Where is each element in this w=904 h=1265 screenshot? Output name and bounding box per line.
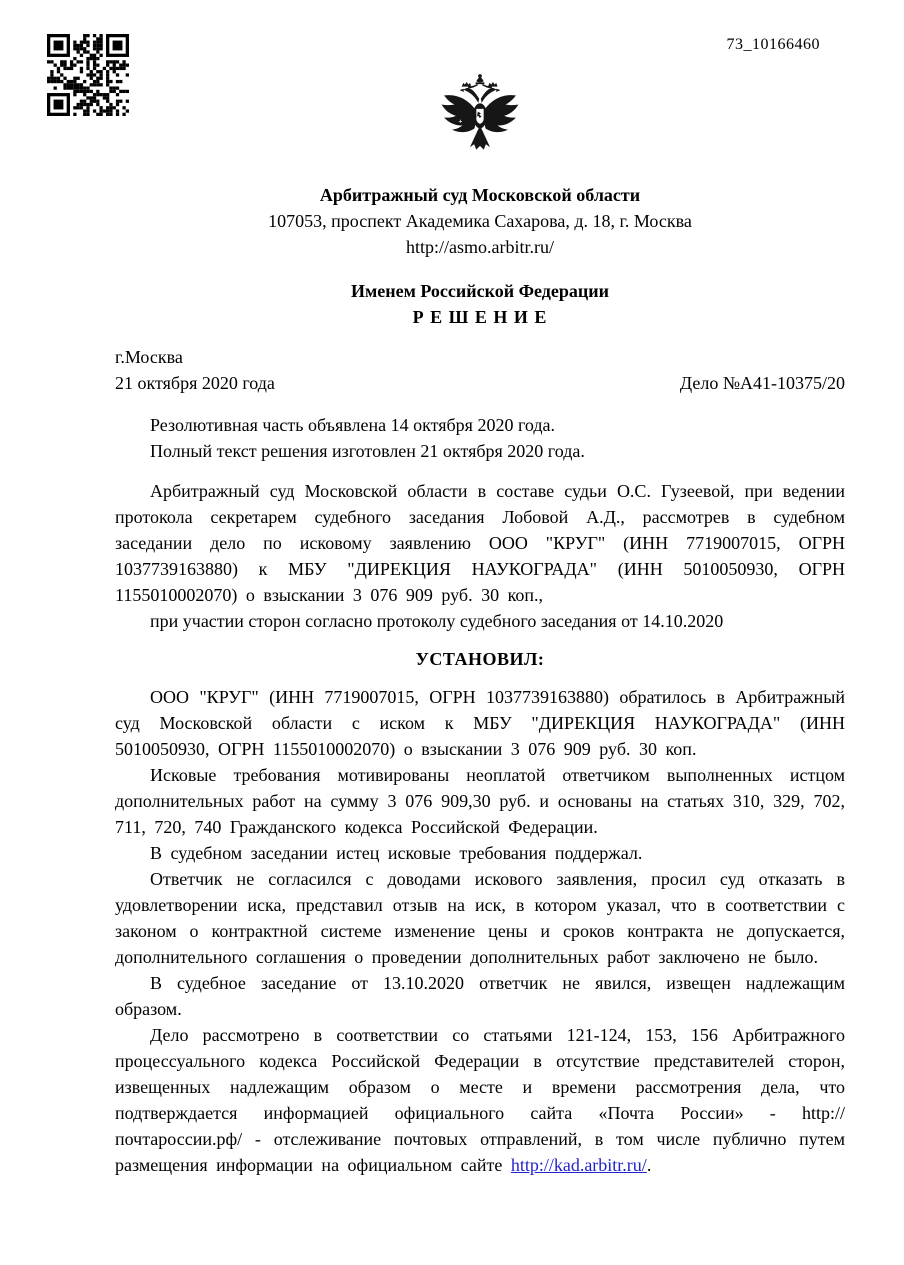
qr-code — [47, 34, 129, 116]
qr-code-image — [47, 34, 129, 116]
in-the-name-heading: Именем Российской Федерации — [350, 281, 610, 301]
body-paragraph-absence: В судебное заседание от 13.10.2020 ответчик не явился, извещен надлежащим образом. — [115, 973, 845, 1019]
decision-heading: Р Е Ш Е Н И Е — [412, 307, 548, 327]
case-info-block — [115, 344, 845, 396]
document-number: 73_10166460 — [726, 36, 820, 53]
city-line: г.Москва — [115, 347, 183, 367]
body-paragraph-procedure — [115, 1022, 845, 1178]
participation-line: при участии сторон согласно протоколу судебного заседания от 14.10.2020 — [150, 611, 724, 631]
procedure-text-end: . — [646, 1155, 652, 1175]
body-paragraph-grounds: Исковые требования мотивированы неоплатой ответчиком выполненных истцом дополнительных работ на сумму 3 076 909,30 руб. и основаны на статьях 310, 329, 702, 711, 720, 740 Гражданского кодекса Российской Федерации. — [115, 765, 845, 837]
intro-block — [115, 412, 845, 464]
established-body — [115, 684, 845, 1178]
resolutive-part-line: Резолютивная часть объявлена 14 октября 2020 года. — [150, 415, 556, 435]
decision-date: 21 октября 2020 года — [115, 373, 275, 393]
body-paragraph-claim: ООО "КРУГ" (ИНН 7719007015, ОГРН 1037739163880) обратилось в Арбитражный суд Московской области с иском к МБУ "ДИРЕКЦИЯ НАУКОГРАДА" (ИНН 5010050930, ОГРН 1155010002070) о взыскании 3 076 909 руб. 30 коп. — [115, 687, 845, 759]
full-text-line: Полный текст решения изготовлен 21 октября 2020 года. — [150, 441, 585, 461]
kad-arbitr-link[interactable]: http://kad.arbitr.ru/ — [510, 1155, 647, 1175]
composition-paragraph: Арбитражный суд Московской области в составе судьи О.С. Гузеевой, при ведении протокола секретарем судебного заседания Лобовой А.Д., рассмотрев в судебном заседании дело по исковому заявлению ООО "КРУГ" (ИНН 7719007015, ОГРН 1037739163880) к МБУ "ДИРЕКЦИЯ НАУКОГРАДА" (ИНН 5010050930, ОГРН 1155010002070) о взыскании 3 076 909 руб. 30 коп., — [115, 481, 845, 605]
russia-coat-of-arms-icon — [434, 72, 526, 168]
coat-of-arms-row — [115, 72, 845, 168]
body-paragraph-plaintiff-position: В судебном заседании истец исковые требования поддержал. — [150, 843, 643, 863]
established-heading: УСТАНОВИЛ: — [415, 649, 545, 669]
body-paragraph-defendant-position: Ответчик не согласился с доводами искового заявления, просил суд отказать в удовлетворении иска, представил отзыв на иск, в котором указал, что в соответствии с законом о контрактной системе изменение цены и сроков контракта не допускается, дополнительного соглашения о проведении дополнительных работ заключено не было. — [115, 869, 845, 967]
procedure-text: Дело рассмотрено в соответствии со статьями 121-124, 153, 156 Арбитражного процессуального кодекса Российской Федерации в отсутствие представителей сторон, извещенных надлежащим образом о месте и времени рассмотрения дела, что подтверждается информацией официального сайта «Почта России» - http://почтароссии.рф/ - отслеживание почтовых отправлений, в том числе публично путем размещения информации на официальном сайте — [115, 1025, 845, 1175]
court-address: 107053, проспект Академика Сахарова, д. 18, г. Москва — [268, 211, 692, 231]
case-number: Дело №А41-10375/20 — [679, 373, 845, 393]
court-name: Арбитражный суд Московской области — [319, 185, 641, 205]
court-website: http://asmo.arbitr.ru/ — [406, 237, 554, 257]
